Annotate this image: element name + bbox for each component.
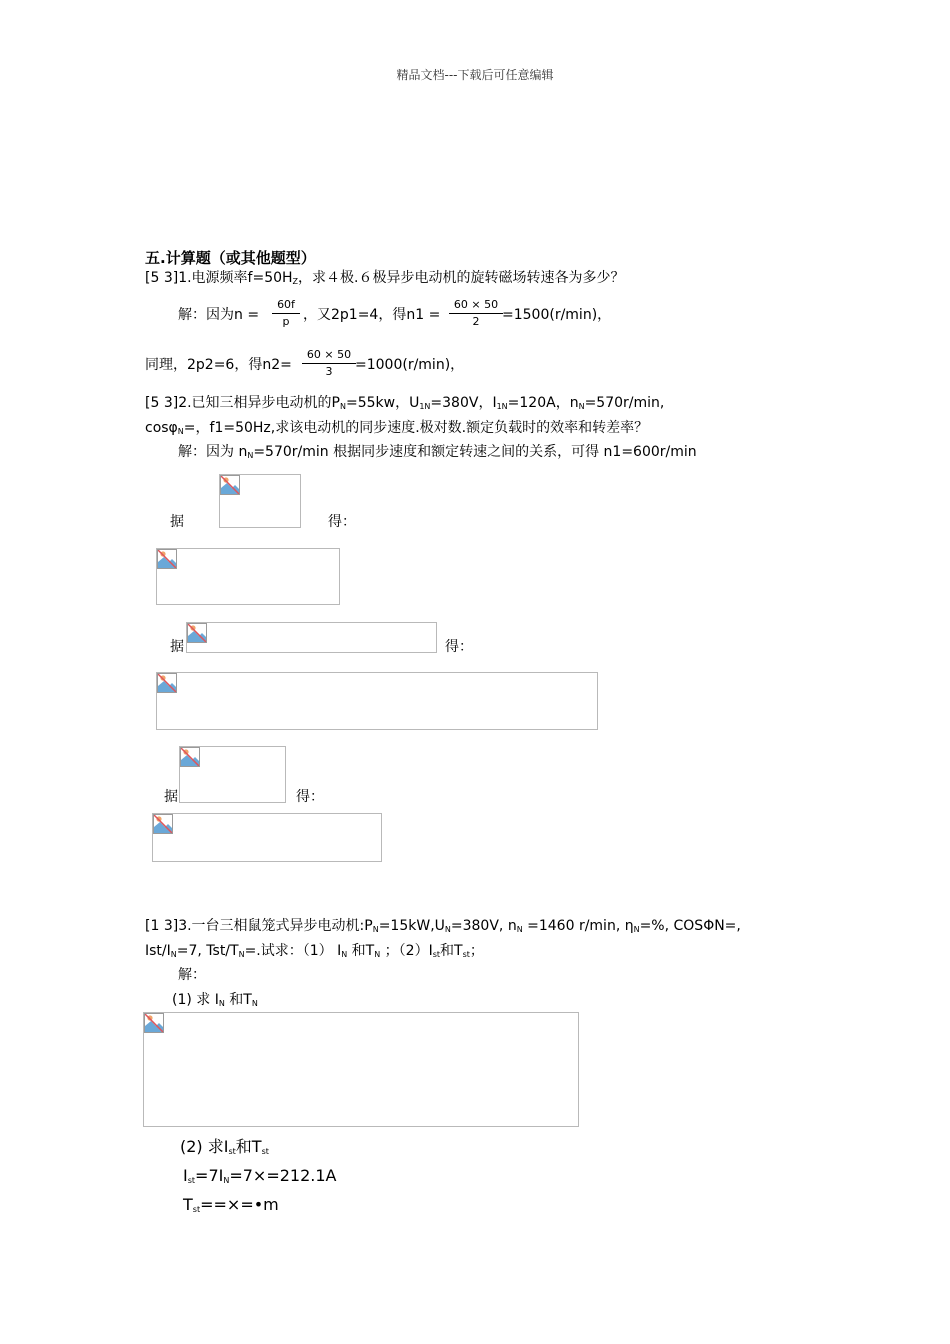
broken-image-icon [180,747,200,767]
q3-tst-calculation: $T_{st}==\times=•m$ [183,1195,279,1214]
q1-same-prefix: 同理，2p2=6，得n2= [145,357,292,373]
q1-solution-prefix: 解：因为n = [178,307,260,323]
q1-solution-result: =1500(r/min)， [502,307,612,323]
formula-image-4 [156,672,598,730]
q2-de-label-3: 得： [296,789,324,805]
formula-image-3 [186,622,437,653]
page-header: 精品文档---下载后可任意编辑 [396,68,554,82]
q1-solution-middle: ，又2p1=4，得n1 = [303,307,441,323]
broken-image-icon [153,814,173,834]
q3-part1-heading: (1) 求 $I_N$ 和$T_N$ [172,992,258,1008]
q3-ist-calculation: $I_{st}=7I_N=7\times=212.1A$ [183,1166,337,1185]
formula-image-5 [179,746,286,803]
broken-image-icon [187,623,207,643]
section-title: 五.计算题（或其他题型） [145,249,316,267]
broken-image-icon [157,673,177,693]
broken-image-icon [157,549,177,569]
q1-fraction-60f-over-p: $\frac{60f}{p}$ [272,299,300,328]
q3-part2-heading: (2) 求$I_{st}$和$T_{st}$ [180,1137,269,1156]
q2-statement-line1: [5 3]2.已知三相异步电动机的$P_N=55kw$，$U_{1N}=380V$，$I_{1N}=120A$，$n_N=570r/\min$, [145,395,665,411]
q3-statement-line1: [1 3]3.一台三相鼠笼式异步电动机$:P_N=15kW,U_N=380V$, $n_N =1460$ r/min, $\eta_N=\%$, COSΦN=, [145,918,741,934]
formula-image-1 [219,474,301,528]
q2-statement-line2: cosφ$_N$=，f1=50Hz,求该电动机的同步速度.极对数.额定负载时的效率和转差率？ [145,420,649,436]
broken-image-icon [220,475,240,495]
broken-image-icon [144,1013,164,1033]
q1-fraction-n2: $\frac{60 \times 50}{3}$ [302,349,356,378]
q1-statement: [5 3]1.电源频率$f=50H_Z$，求４极.６极异步电动机的旋转磁场转速各为多少？ [145,270,625,286]
q2-ju-label-2: 据 [170,639,184,655]
formula-image-7 [143,1012,579,1127]
q1-same-result: =1000(r/min)， [355,357,465,373]
q2-ju-label-1: 据 [170,514,184,530]
q2-de-label-2: 得： [445,639,473,655]
q3-solution-label: 解： [178,967,206,983]
q2-ju-label-3: 据 [164,789,178,805]
q1-fraction-n1: $\frac{60 \times 50}{2}$ [449,299,503,328]
q2-solution-line: 解：因为 $n_N=570r/\min$ 根据同步速度和额定转速之间的关系，可得 n1=600r/min [178,444,697,460]
formula-image-2 [156,548,340,605]
formula-image-6 [152,813,382,862]
q3-statement-line2: Ist/$I_N=7$, Tst/$T_N=$.试求：（1） $I_N$ 和$T_N$ ；$(2)I_{st}$和$T_{st}$； [145,943,484,959]
q2-de-label-1: 得： [328,514,356,530]
